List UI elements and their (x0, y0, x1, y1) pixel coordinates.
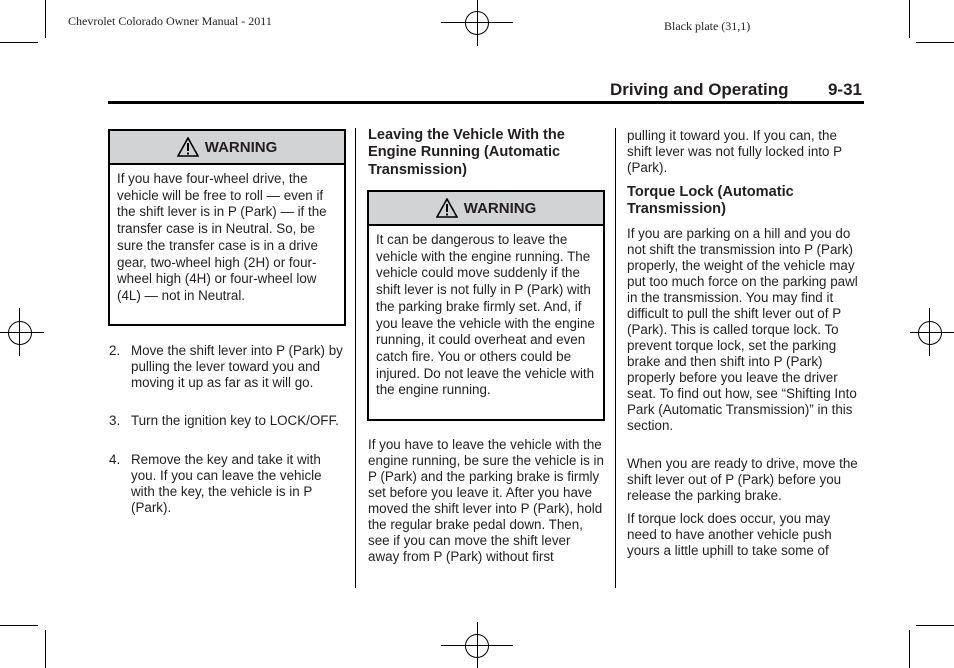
warning-header (369, 192, 603, 226)
section-title: Driving and Operating (609, 80, 789, 99)
section-heading: Leaving the Vehicle With the Engine Running (Automatic Transmission) (368, 127, 565, 178)
warning-text: It can be dangerous to leave the vehicle with the engine running. The vehicle could move suddenly if the shift lever is not fully in P (Park) with the parking brake firmly set. And, if you leave the vehicle with the engine running, it could overheat and even catch fire. You or others could be injured. Do not leave the vehicle with the engine running. (376, 232, 595, 398)
body-paragraph: If torque lock does occur, you may need to have another vehicle push yours a little uphill to take some of (627, 511, 832, 558)
section-header (610, 80, 862, 100)
body-paragraph: If you are parking on a hill and you do not shift the transmission into P (Park) properly, the weight of the vehicle may put too much force on the parking pawl in the transmission. You may find it difficult to pull the shift lever out of P (Park). This is called torque lock. To prevent torque lock, set the parking brake and then shift into P (Park) properly before you leave the driver seat. To find out how, see “Shifting Into Park (Automatic Transmission)” in this section. (627, 226, 858, 433)
warning-label: WARNING (204, 138, 278, 156)
list-item (109, 413, 349, 445)
list-item (109, 343, 349, 407)
warning-label: WARNING (463, 199, 537, 217)
list-text: Turn the ignition key to LOCK/OFF. (131, 413, 339, 428)
crop-mark (909, 0, 910, 38)
column-divider (355, 128, 356, 588)
crop-mark (909, 630, 910, 668)
section-heading: Torque Lock (Automatic Transmission) (627, 184, 794, 218)
warning-header (110, 131, 344, 165)
warning-box (108, 129, 346, 326)
list-number: 2. (109, 343, 121, 358)
crop-mark (45, 0, 46, 38)
column-divider (615, 128, 616, 588)
document-title: Chevrolet Colorado Owner Manual - 2011 (68, 14, 272, 28)
list-number: 3. (109, 413, 121, 428)
body-paragraph: pulling it toward you. If you can, the shift lever was not fully locked into P (Park). (627, 128, 842, 175)
warning-icon (436, 198, 458, 218)
crop-mark (916, 625, 954, 626)
header-rule (108, 101, 864, 104)
crop-mark (45, 630, 46, 668)
warning-text: If you have four-wheel drive, the vehicle will be free to roll — even if the shift lever is in P (Park) — if the transfer case is in Neutral. So, be sure the transfer case is in a drive gear, two-wheel high (2H) or four-wheel high (4H) or four-wheel low (4L) — not in Neutral. (117, 171, 327, 303)
body-paragraph: If you have to leave the vehicle with the engine running, be sure the vehicle is in P (Park) and the parking brake is firmly set before you leave it. After you have moved the shift lever into P (Park), hold the regular brake pedal down. Then, see if you can move the shift lever away from P (Park) without first (368, 437, 604, 564)
list-text: Remove the key and take it with you. If you can leave the vehicle with the key, the vehicle is in P (Park). (131, 452, 322, 515)
list-number: 4. (109, 452, 121, 467)
plate-label: Black plate (31,1) (664, 19, 751, 33)
warning-box (367, 190, 605, 421)
crop-mark (0, 625, 38, 626)
body-paragraph: When you are ready to drive, move the shift lever out of P (Park) before you release the parking brake. (627, 456, 858, 503)
crop-mark (0, 42, 38, 43)
crop-mark (916, 42, 954, 43)
list-item (109, 452, 349, 516)
page-number: 9-31 (827, 80, 862, 99)
list-text: Move the shift lever into P (Park) by pulling the lever toward you and moving it up as far as it will go. (131, 343, 343, 390)
warning-icon (177, 137, 199, 157)
